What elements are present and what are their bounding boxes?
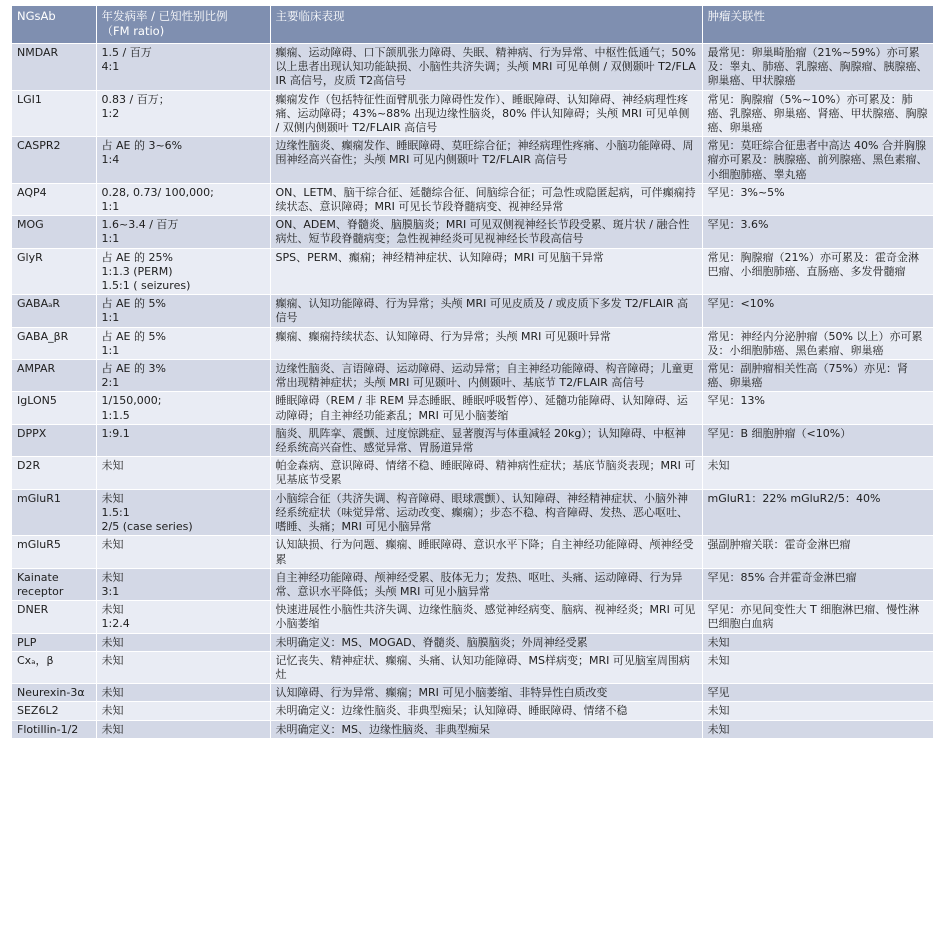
incidence-line: 占 AE 的 3~6% [101, 139, 183, 153]
antibody-name: SEZ6L2 [17, 704, 59, 718]
incidence-line: 1.6~3.4 / 百万 [101, 218, 179, 232]
incidence-cell [96, 424, 270, 456]
table-row [12, 457, 933, 489]
incidence-line: 未知 [101, 722, 124, 736]
tumor-association-cell: 罕见：亦见间变性大 T 细胞淋巴瘤、慢性淋巴细胞白血病 [702, 601, 933, 633]
incidence-cell [96, 392, 270, 424]
incidence-line: 2:1 [101, 376, 120, 390]
clinical-cell: 边缘性脑炎、癫痫发作、睡眠障碍、莫旺综合征；神经病理性疼痛、小脑功能障碍、周围神经高兴奋性；头颅 MRI 可见内侧颞叶 T2/FLAIR 高信号 [270, 137, 702, 184]
incidence-line: 4:1 [101, 60, 120, 74]
incidence-line: 1.5 / 百万 [101, 46, 152, 59]
clinical-cell: 小脑综合征（共济失调、构音障碍、眼球震颤）、认知障碍、神经精神症状、小脑外神经系统症状（味觉异常、运动改变、癫痫）；步态不稳、构音障碍、发热、恶心呕吐、嗜睡、头痛；MRI 可见小脑异常 [270, 489, 702, 536]
incidence-cell [96, 90, 270, 137]
tumor-association-cell: 未知 [702, 702, 933, 720]
antibody-name-cell [12, 248, 96, 295]
tumor-association-cell: 罕见：3.6% [702, 216, 933, 248]
table-header-row [12, 6, 933, 44]
antibody-name: AMPAR [17, 362, 56, 376]
table-row [12, 568, 933, 600]
incidence-line: 未知 [101, 570, 124, 584]
antibody-name: DNER [17, 603, 49, 617]
incidence-cell [96, 684, 270, 702]
tumor-association-cell: 常见：胸腺瘤（21%）亦可累及：霍奇金淋巴瘤、小细胞肺癌、直肠癌、多发骨髓瘤 [702, 248, 933, 295]
antibody-name-cell [12, 489, 96, 536]
table-row [12, 536, 933, 568]
incidence-line: 未知 [101, 603, 124, 617]
table-row [12, 295, 933, 327]
table-row [12, 489, 933, 536]
incidence-line: 占 AE 的 3% [101, 362, 166, 376]
antibody-name: D2R [17, 459, 41, 473]
antibody-name-cell [12, 684, 96, 702]
table-row [12, 44, 933, 91]
table-row [12, 137, 933, 184]
header-incidence [96, 6, 270, 44]
antibody-name: CASPR2 [17, 139, 61, 153]
incidence-line: 2/5 (case series) [101, 520, 193, 534]
incidence-cell [96, 536, 270, 568]
clinical-cell: 未明确定义：MS、边缘性脑炎、非典型痴呆 [270, 720, 702, 738]
antibody-name-line: receptor [17, 584, 64, 598]
antibody-name: mGluR1 [17, 491, 61, 505]
clinical-cell: 癫痫发作（包括特征性面臂肌张力障碍性发作）、睡眠障碍、认知障碍、神经病理性疼痛、运动障碍；43%~88% 出现边缘性脑炎，80% 伴认知障碍；头颅 MRI 可见单侧 / 双侧内侧颞叶 T2/FLAIR 高信号 [270, 90, 702, 137]
incidence-cell [96, 360, 270, 392]
incidence-cell [96, 183, 270, 215]
tumor-association-cell: 罕见：B 细胞肿瘤（<10%） [702, 424, 933, 456]
antibody-name: Neurexin-3α [17, 686, 85, 700]
incidence-line: 1:2.4 [101, 617, 130, 631]
incidence-cell [96, 601, 270, 633]
tumor-association-cell: 常见：胸腺瘤（5%~10%）亦可累及：肺癌、乳腺癌、卵巢癌、肾癌、甲状腺癌、胸腺癌、卵巢癌 [702, 90, 933, 137]
clinical-cell: 记忆丧失、精神症状、癫痫、头痛、认知功能障碍、MS样病变；MRI 可见脑室周围病灶 [270, 651, 702, 683]
incidence-line: 1:1.5 [101, 408, 130, 422]
incidence-cell [96, 651, 270, 683]
clinical-cell: 脑炎、肌阵挛、震颤、过度惊跳症、显著腹泻与体重减轻 20kg）；认知障碍、中枢神经系统高兴奋性、感觉异常、胃肠道异常 [270, 424, 702, 456]
clinical-cell: 未明确定义：边缘性脑炎、非典型痴呆；认知障碍、睡眠障碍、情绪不稳 [270, 702, 702, 720]
incidence-cell [96, 720, 270, 738]
incidence-line: 1:2 [101, 106, 120, 120]
incidence-line: 1:1 [101, 311, 120, 325]
incidence-line: 未知 [101, 653, 124, 667]
clinical-cell: 未明确定义：MS、MOGAD、脊髓炎、脑膜脑炎；外周神经受累 [270, 633, 702, 651]
tumor-association-cell: 罕见：<10% [702, 295, 933, 327]
header-incidence-line2: （FM ratio) [101, 24, 165, 38]
antibody-name-cell [12, 601, 96, 633]
antibody-name: Cxₐ，β [17, 653, 54, 667]
antibody-name-cell [12, 295, 96, 327]
tumor-association-cell: 罕见 [702, 684, 933, 702]
incidence-cell [96, 489, 270, 536]
antibody-name: NMDAR [17, 46, 59, 59]
incidence-line: 未知 [101, 538, 124, 552]
incidence-line: 占 AE 的 25% [101, 250, 173, 264]
header-incidence-line1: 年发病率 / 已知性别比例 [101, 9, 228, 23]
clinical-cell: 认知缺损、行为问题、癫痫、睡眠障碍、意识水平下降；自主神经功能障碍、颅神经受累 [270, 536, 702, 568]
antibody-name-cell [12, 44, 96, 91]
tumor-association-cell: mGluR1：22% mGluR2/5：40% [702, 489, 933, 536]
incidence-line: 3:1 [101, 584, 120, 598]
incidence-line: 未知 [101, 635, 124, 649]
incidence-cell [96, 216, 270, 248]
table-row [12, 90, 933, 137]
antibody-name: GABAₐR [17, 297, 61, 311]
incidence-cell [96, 248, 270, 295]
antibody-name-cell [12, 457, 96, 489]
clinical-cell: 认知障碍、行为异常、癫痫；MRI 可见小脑萎缩、非特异性白质改变 [270, 684, 702, 702]
table-row [12, 601, 933, 633]
incidence-line: 1:1 [101, 200, 120, 214]
antibody-name-cell [12, 327, 96, 359]
antibody-name: mGluR5 [17, 538, 61, 552]
tumor-association-cell: 最常见：卵巢畸胎瘤（21%~59%）亦可累及：睾丸、肺癌、乳腺癌、胸腺瘤、胰腺癌、卵巢癌、甲状腺癌 [702, 44, 933, 91]
ngsab-table [12, 6, 934, 738]
tumor-association-cell: 未知 [702, 633, 933, 651]
incidence-line: 1.5:1 ( seizures) [101, 279, 191, 293]
clinical-cell: ON、ADEM、脊髓炎、脑膜脑炎；MRI 可见双侧视神经长节段受累、斑片状 / 融合性病灶、短节段脊髓病变；急性视神经炎可见视神经长节段高信号 [270, 216, 702, 248]
antibody-name: Flotillin-1/2 [17, 722, 79, 736]
incidence-cell [96, 295, 270, 327]
tumor-association-cell: 强副肿瘤关联：霍奇金淋巴瘤 [702, 536, 933, 568]
antibody-name-cell [12, 424, 96, 456]
incidence-line: 1:4 [101, 153, 120, 167]
antibody-name-cell [12, 360, 96, 392]
table-body [12, 44, 933, 738]
antibody-name: LGI1 [17, 92, 42, 106]
clinical-cell: 自主神经功能障碍、颅神经受累、肢体无力；发热、呕吐、头痛、运动障碍、行为异常、意识水平降低；头颅 MRI 可见小脑异常 [270, 568, 702, 600]
clinical-cell: 睡眠障碍（REM / 非 REM 异态睡眠、睡眠呼吸暂停）、延髓功能障碍、认知障碍、运动障碍；自主神经功能紊乱；MRI 可见小脑萎缩 [270, 392, 702, 424]
antibody-name: DPPX [17, 426, 47, 440]
table-row [12, 720, 933, 738]
tumor-association-cell: 常见：副肿瘤相关性高（75%）亦见：肾癌、卵巢癌 [702, 360, 933, 392]
incidence-line: 未知 [101, 704, 124, 718]
antibody-name-cell [12, 720, 96, 738]
antibody-name: IgLON5 [17, 394, 57, 408]
clinical-cell: 边缘性脑炎、言语障碍、运动障碍、运动异常；自主神经功能障碍、构音障碍；儿童更常出现精神症状；头颅 MRI 可见颞叶、内侧颞叶、基底节 T2/FLAIR 高信号 [270, 360, 702, 392]
tumor-association-cell: 未知 [702, 457, 933, 489]
table-row [12, 633, 933, 651]
antibody-name-cell [12, 90, 96, 137]
tumor-association-cell: 常见：莫旺综合征患者中高达 40% 合并胸腺瘤亦可累及：胰腺癌、前列腺癌、黑色素瘤、小细胞肺癌、睾丸癌 [702, 137, 933, 184]
antibody-name-cell [12, 183, 96, 215]
incidence-line: 占 AE 的 5% [101, 329, 166, 343]
antibody-name-line: Kainate [17, 570, 59, 584]
clinical-cell: 癫痫、运动障碍、口下颌肌张力障碍、失眠、精神病、行为异常、中枢性低通气；50% 以上患者出现认知功能缺损、小脑性共济失调；头颅 MRI 可见单侧 / 双侧颞叶 T2/FLAIR 高信号，皮质 T2高信号 [270, 44, 702, 91]
incidence-cell [96, 44, 270, 91]
table-row [12, 651, 933, 683]
incidence-line: 1/150,000; [101, 394, 162, 408]
table-row [12, 216, 933, 248]
clinical-cell: ON、LETM、脑干综合征、延髓综合征、间脑综合征；可急性或隐匿起病，可伴癫痫持续状态、意识障碍；MRI 可见长节段脊髓病变、视神经异常 [270, 183, 702, 215]
antibody-name-cell [12, 392, 96, 424]
table-row [12, 702, 933, 720]
header-antibody: NGsAb [12, 6, 96, 44]
incidence-line: 1:1.3 (PERM) [101, 264, 173, 278]
table-row [12, 248, 933, 295]
antibody-name-cell [12, 702, 96, 720]
incidence-line: 1:1 [101, 343, 120, 357]
antibody-name: GABA_βR [17, 329, 69, 343]
incidence-line: 1.5:1 [101, 505, 130, 519]
tumor-association-cell: 常见：神经内分泌肿瘤（50% 以上）亦可累及：小细胞肺癌、黑色素瘤、卵巢癌 [702, 327, 933, 359]
antibody-name-cell [12, 568, 96, 600]
clinical-cell: 快速进展性小脑性共济失调、边缘性脑炎、感觉神经病变、脑病、视神经炎；MRI 可见小脑萎缩 [270, 601, 702, 633]
antibody-name: AQP4 [17, 185, 47, 199]
table-row [12, 392, 933, 424]
tumor-association-cell: 罕见：3%~5% [702, 183, 933, 215]
clinical-cell: 帕金森病、意识障碍、情绪不稳、睡眠障碍、精神病性症状；基底节脑炎表现；MRI 可见基底节受累 [270, 457, 702, 489]
antibody-name-cell [12, 536, 96, 568]
incidence-line: 未知 [101, 491, 124, 505]
incidence-line: 1:9.1 [101, 426, 130, 440]
antibody-name-cell [12, 651, 96, 683]
clinical-cell: 癫痫、癫痫持续状态、认知障碍、行为异常；头颅 MRI 可见颞叶异常 [270, 327, 702, 359]
table-row [12, 183, 933, 215]
incidence-cell [96, 702, 270, 720]
incidence-cell [96, 137, 270, 184]
tumor-association-cell: 罕见：85% 合并霍奇金淋巴瘤 [702, 568, 933, 600]
antibody-name-cell [12, 216, 96, 248]
antibody-name-cell [12, 633, 96, 651]
table-container [12, 6, 933, 738]
header-tumor: 肿瘤关联性 [702, 6, 933, 44]
incidence-line: 未知 [101, 686, 124, 700]
tumor-association-cell: 罕见：13% [702, 392, 933, 424]
table-row [12, 360, 933, 392]
incidence-cell [96, 457, 270, 489]
incidence-line: 0.83 / 百万； [101, 92, 170, 106]
incidence-line: 0.28, 0.73/ 100,000; [101, 185, 214, 199]
clinical-cell: SPS、PERM、癫痫；神经精神症状、认知障碍；MRI 可见脑干异常 [270, 248, 702, 295]
tumor-association-cell: 未知 [702, 651, 933, 683]
antibody-name-cell [12, 137, 96, 184]
antibody-name: PLP [17, 635, 37, 649]
incidence-line: 占 AE 的 5% [101, 297, 166, 311]
clinical-cell: 癫痫、认知功能障碍、行为异常；头颅 MRI 可见皮质及 / 或皮质下多发 T2/FLAIR 高信号 [270, 295, 702, 327]
antibody-name: MOG [17, 218, 44, 232]
incidence-cell [96, 568, 270, 600]
table-row [12, 327, 933, 359]
table-row [12, 684, 933, 702]
incidence-cell [96, 633, 270, 651]
header-clinical: 主要临床表现 [270, 6, 702, 44]
tumor-association-cell: 未知 [702, 720, 933, 738]
table-row [12, 424, 933, 456]
incidence-line: 未知 [101, 459, 124, 473]
incidence-cell [96, 327, 270, 359]
antibody-name: GlyR [17, 250, 43, 264]
incidence-line: 1:1 [101, 232, 120, 246]
